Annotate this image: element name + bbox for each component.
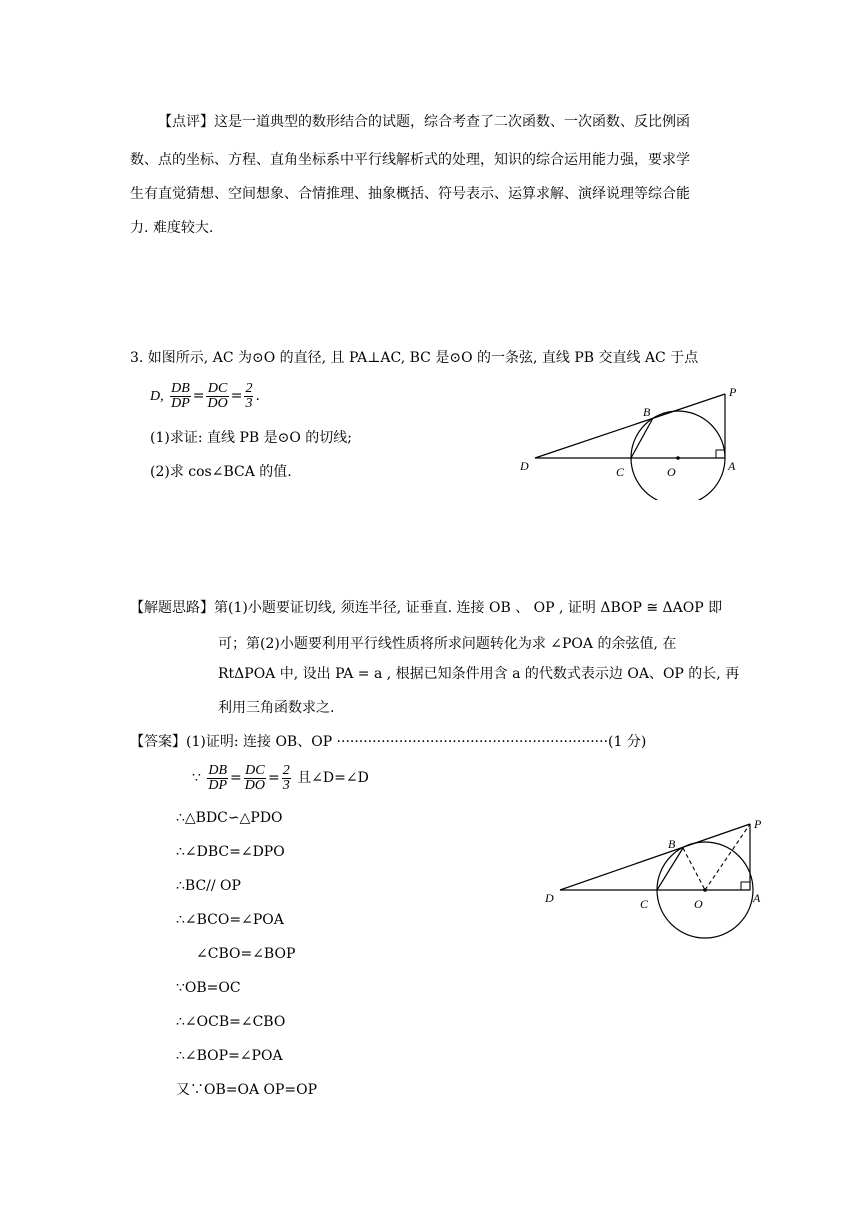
right-angle-mark [741,882,750,890]
answer-fraction-two-thirds: $\frac{2}{3}$ [282,762,290,793]
line-dp [535,394,725,458]
dashed-ob [683,848,705,890]
label-c: C [640,897,649,911]
answer-step-9: ∴∠BOP=∠POA [176,1048,283,1064]
answer-fraction-db-dp: $\frac{DB}{DP}$ [208,762,228,793]
because-symbol: ∵ [192,770,201,786]
answer-step-4: ∴BC// OP [176,878,241,894]
label-p: P [754,817,762,831]
label-p: P [729,385,737,399]
question-2: (2)求 cos∠BCA 的值. [150,464,292,480]
fraction-db-dp: $\frac{DB}{DP}$ [171,380,190,411]
right-angle-mark [716,450,725,458]
label-b: B [668,837,676,851]
dashed-op [705,824,750,890]
fraction-dc-do: $\frac{DC}{DO}$ [207,380,228,411]
answer-step-6: ∠CBO=∠BOP [196,946,296,962]
approach-line-3: RtΔPOA 中, 设出 PA = a , 根据已知条件用含 a 的代数式表示边 OA、OP 的长, 再 [218,666,740,682]
answer-step-5: ∴∠BCO=∠POA [176,912,284,928]
review-line-1: 【点评】这是一道典型的数形结合的试题，综合考查了二次函数、一次函数、反比例函 [158,114,690,130]
label-a: A [728,459,736,473]
circle-o [631,411,725,500]
question-1: (1)求证: 直线 PB 是⊙O 的切线; [150,430,352,446]
label-d: D [545,891,554,905]
answer-step-8: ∴∠OCB=∠CBO [176,1014,286,1030]
answer-step-3: ∴∠DBC=∠DPO [176,844,285,860]
answer-fraction-dc-do: $\frac{DC}{DO}$ [244,762,266,793]
center-dot [703,888,707,892]
ratio-line: D, $\frac{DB}{DP}$ = $\frac{DC}{DO}$ = $\frac{2}{3}$ . [150,380,260,411]
ratio-prefix: D, [150,389,164,404]
review-line-4: 力. 难度较大. [130,220,214,236]
center-dot [676,456,680,460]
line-dp [560,824,750,890]
chord-bc [657,848,683,890]
label-d: D [520,459,529,473]
answer-step-10: 又∵OB=OA OP=OP [176,1082,318,1098]
answer-step-1: ∵ $\frac{DB}{DP}$ = $\frac{DC}{DO}$ = $\frac{2}{3}$ 且∠D=∠D [192,762,369,793]
label-c: C [616,465,625,479]
label-b: B [643,405,651,419]
approach-line-1: 【解题思路】第(1)小题要证切线, 须连半径, 证垂直. 连接 OB 、 OP , 证明 ΔBOP ≅ ΔAOP 即 [130,600,723,616]
fraction-two-thirds: $\frac{2}{3}$ [245,380,253,411]
answer-step-7: ∵OB=OC [176,980,241,996]
geometry-figure-2 [540,810,780,960]
geometry-figure-1 [510,380,750,500]
review-line-2: 数、点的坐标、方程、直角坐标系中平行线解析式的处理，知识的综合运用能力强，要求学 [130,152,690,168]
label-o: O [694,897,703,911]
label-a: A [753,891,761,905]
label-o: O [667,465,676,479]
review-line-3: 生有直觉猜想、空间想象、合情推理、抽象概括、符号表示、运算求解、演绎说理等综合能 [130,186,690,202]
answer-step-1-suffix: 且∠D=∠D [297,770,369,786]
approach-line-2: 可；第(2)小题要利用平行线性质将所求问题转化为求 ∠POA 的余弦值, 在 [218,636,677,652]
answer-heading: 【答案】(1)证明: 连接 OB、OP ·····························································(1 分) [130,734,647,750]
answer-step-2: ∴△BDC∽△PDO [176,810,283,826]
problem-statement: 3. 如图所示, AC 为⊙O 的直径, 且 PA⊥AC, BC 是⊙O 的一条弦, 直线 PB 交直线 AC 于点 [130,350,699,366]
approach-line-4: 利用三角函数求之. [218,700,335,716]
